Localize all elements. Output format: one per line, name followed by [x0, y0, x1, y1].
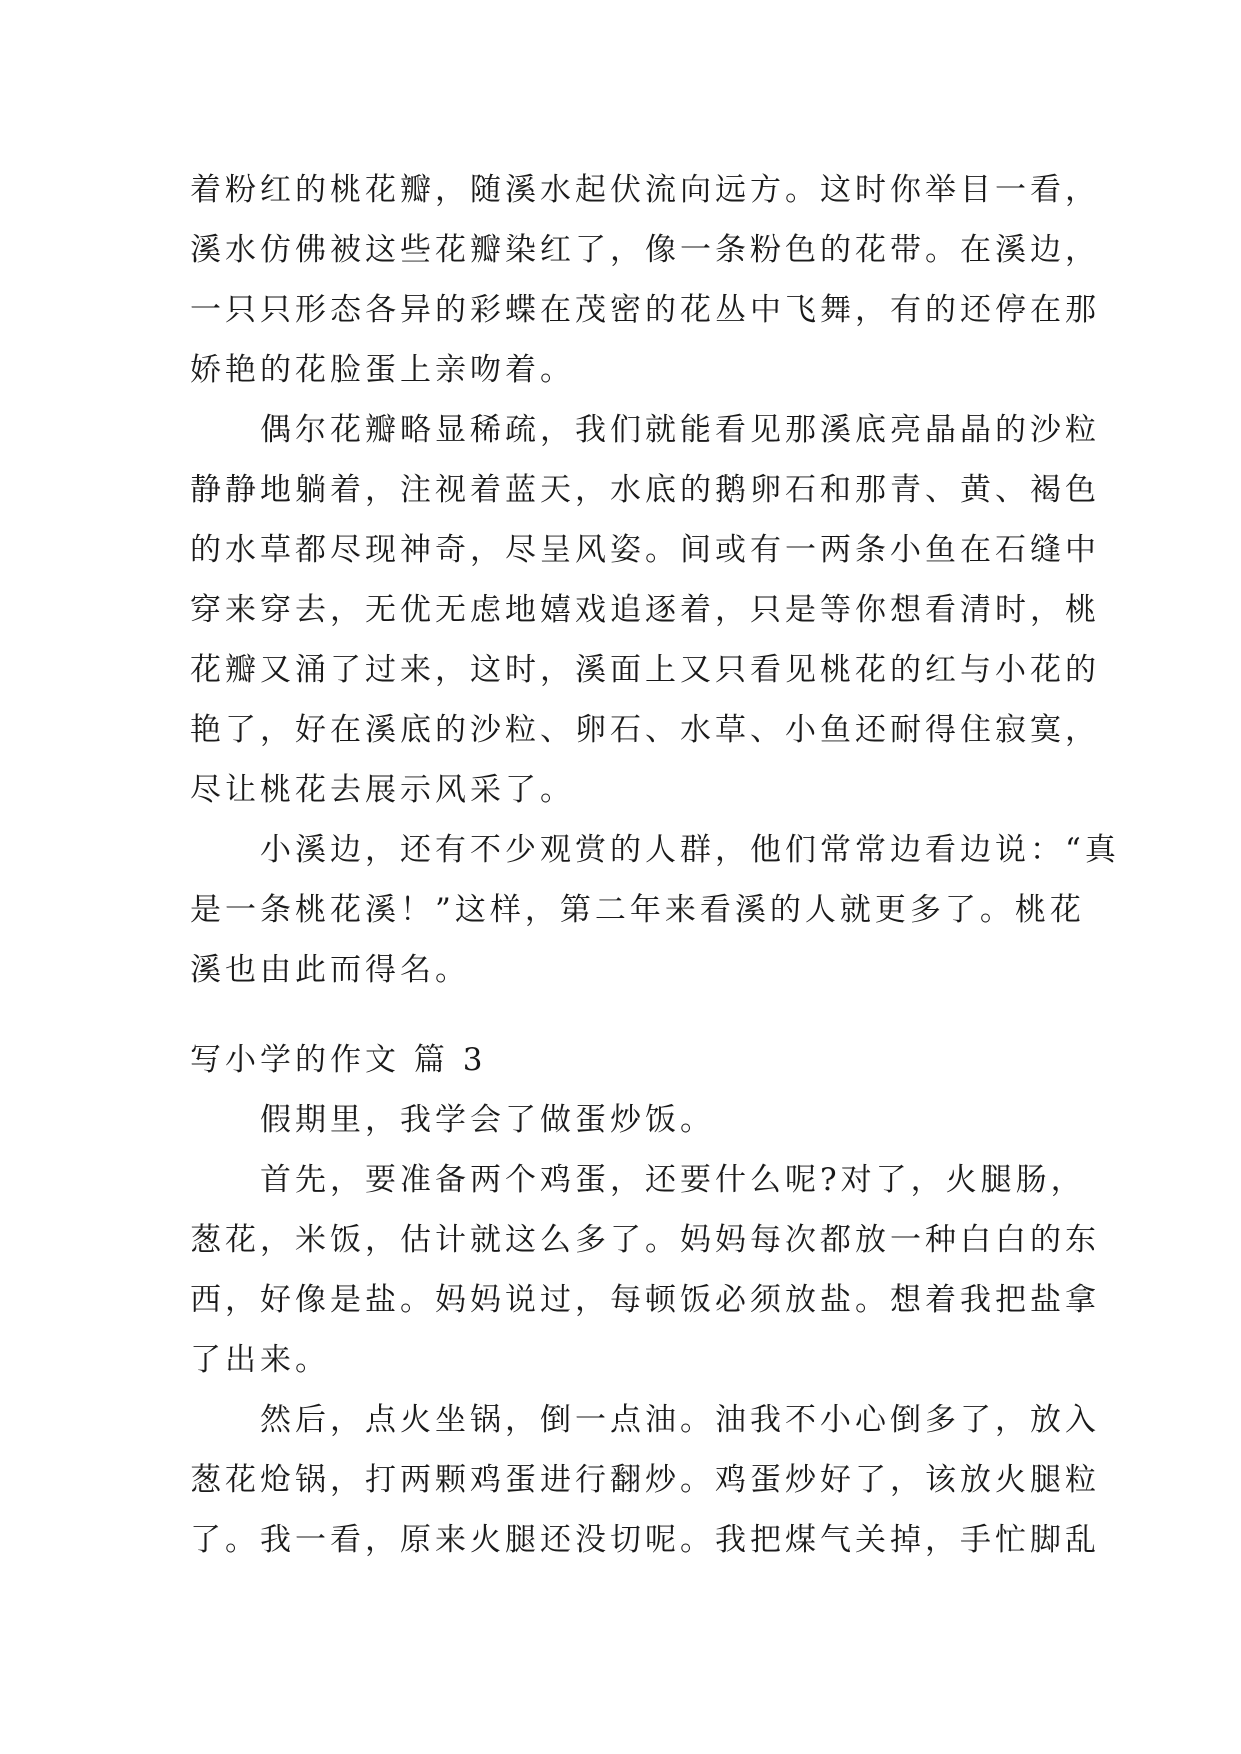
text-line: 小溪边，还有不少观赏的人群，他们常常边看边说：“真: [190, 832, 1120, 868]
text-line: 西，好像是盐。妈妈说过，每顿饭必须放盐。想着我把盐拿: [190, 1282, 1100, 1318]
text-line: 偶尔花瓣略显稀疏，我们就能看见那溪底亮晶晶的沙粒: [190, 412, 1100, 448]
text-line: 娇艳的花脸蛋上亲吻着。: [190, 352, 575, 388]
text-line: 了出来。: [190, 1342, 330, 1378]
text-line: 假期里，我学会了做蛋炒饭。: [190, 1102, 715, 1138]
text-line: 的水草都尽现神奇，尽呈风姿。间或有一两条小鱼在石缝中: [190, 532, 1100, 568]
text-line: 尽让桃花去展示风采了。: [190, 772, 575, 808]
essay-section-2-continued: [190, 160, 1120, 1000]
text-line: 溪也由此而得名。: [190, 952, 470, 988]
text-line: 一只只形态各异的彩蝶在茂密的花丛中飞舞，有的还停在那: [190, 292, 1100, 328]
section-title: 写小学的作文 篇 3: [190, 1042, 487, 1078]
text-line: 了。我一看，原来火腿还没切呢。我把煤气关掉，手忙脚乱: [190, 1522, 1100, 1558]
text-line: 葱花炝锅，打两颗鸡蛋进行翻炒。鸡蛋炒好了，该放火腿粒: [190, 1462, 1100, 1498]
text-line: 葱花，米饭，估计就这么多了。妈妈每次都放一种白白的东: [190, 1222, 1100, 1258]
text-line: 是一条桃花溪！”这样，第二年来看溪的人就更多了。桃花: [190, 892, 1085, 928]
text-line: 首先，要准备两个鸡蛋，还要什么呢?对了，火腿肠，: [190, 1162, 1086, 1198]
text-line: 艳了，好在溪底的沙粒、卵石、水草、小鱼还耐得住寂寞，: [190, 712, 1100, 748]
text-line: 然后，点火坐锅，倒一点油。油我不小心倒多了，放入: [190, 1402, 1100, 1438]
text-line: 着粉红的桃花瓣，随溪水起伏流向远方。这时你举目一看，: [190, 172, 1100, 208]
essay-section-3: [190, 1030, 1100, 1570]
text-line: 穿来穿去，无优无虑地嬉戏追逐着，只是等你想看清时，桃: [190, 592, 1100, 628]
text-line: 溪水仿佛被这些花瓣染红了，像一条粉色的花带。在溪边，: [190, 232, 1100, 268]
text-line: 花瓣又涌了过来，这时，溪面上又只看见桃花的红与小花的: [190, 652, 1100, 688]
text-line: 静静地躺着，注视着蓝天，水底的鹅卵石和那青、黄、褐色: [190, 472, 1100, 508]
